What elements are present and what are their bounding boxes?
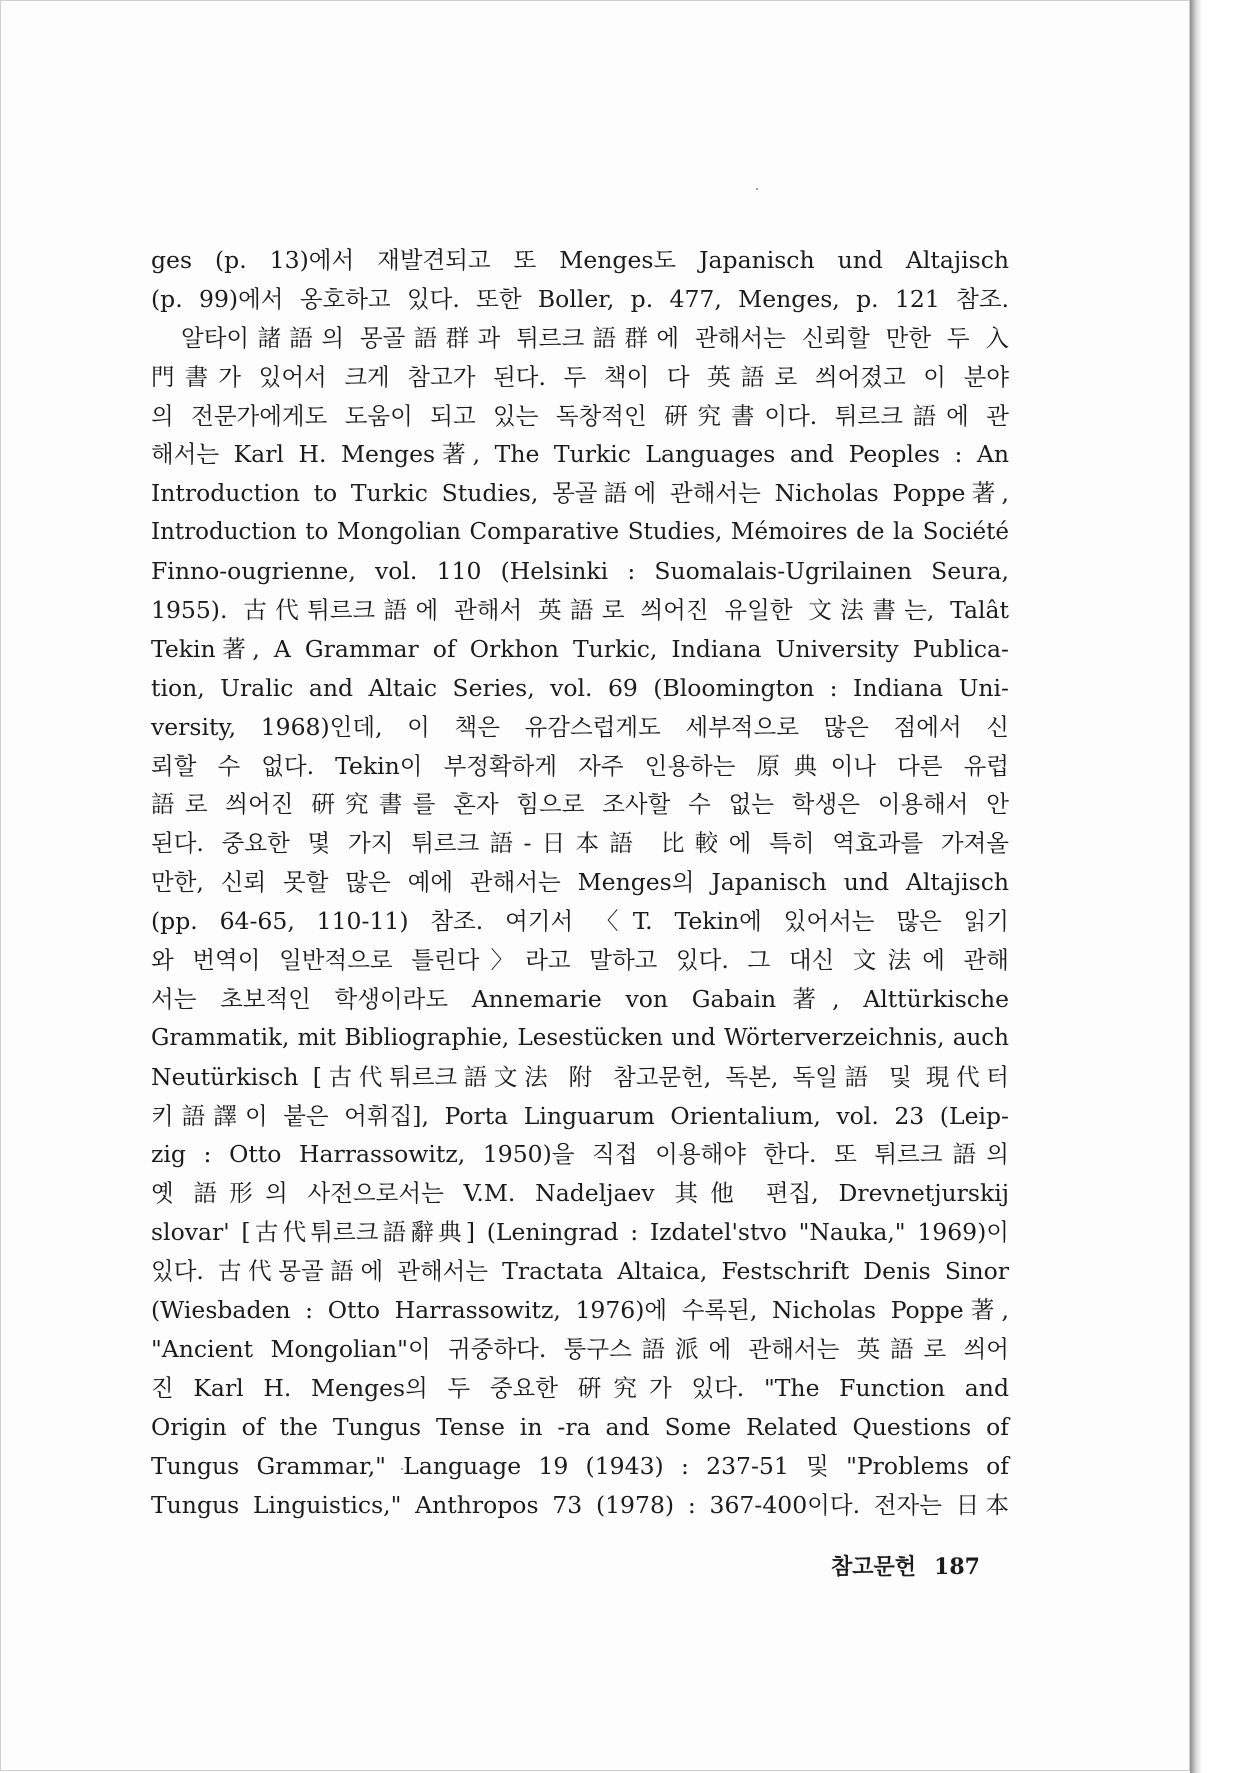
text-line: (p. 99)에서 옹호하고 있다. 또한 Boller, p. 477, Menges, p. 121 참조. <box>151 284 1009 313</box>
text-line: Origin of the Tungus Tense in -ra and Some Related Questions of <box>151 1412 1009 1441</box>
text-line: "Ancient Mongolian"이 귀중하다. 퉁구스語派에 관해서는 英語로 씌어 <box>151 1334 1009 1363</box>
text-line: 알타이諸語의 몽골語群과 튀르크語群에 관해서는 신뢰할 만한 두 入 <box>181 323 1009 352</box>
text-line: 의 전문가에게도 도움이 되고 있는 독창적인 硏究書이다. 튀르크語에 관 <box>151 401 1009 430</box>
text-line: 된다. 중요한 몇 가지 튀르크語-日本語 比較에 특히 역효과를 가져올 <box>151 829 1009 858</box>
text-line: 진 Karl H. Menges의 두 중요한 硏究가 있다. "The Function and <box>151 1373 1009 1402</box>
text-line: (pp. 64-65, 110-11) 참조. 여기서 〈T. Tekin에 있어서는 많은 읽기 <box>151 907 1009 936</box>
body-text <box>151 241 1009 1524</box>
text-line: 서는 초보적인 학생이라도 Annemarie von Gabain著, Alttürkische <box>151 984 1009 1013</box>
scan-speck <box>756 188 758 190</box>
text-line: 있다. 古代몽골語에 관해서는 Tractata Altaica, Festschrift Denis Sinor <box>151 1257 1009 1286</box>
page-footer <box>831 1550 980 1581</box>
running-footer-label: 참고문헌 <box>831 1554 917 1580</box>
text-line: 해서는 Karl H. Menges著, The Turkic Languages and Peoples : An <box>151 440 1009 469</box>
text-line: (Wiesbaden : Otto Harrassowitz, 1976)에 수록된, Nicholas Poppe著, <box>151 1296 1009 1325</box>
text-line: Introduction to Turkic Studies, 몽골語에 관해서는 Nicholas Poppe著, <box>151 479 1009 508</box>
text-line: 와 번역이 일반적으로 틀린다〉라고 말하고 있다. 그 대신 文法에 관해 <box>151 946 1009 975</box>
page-number: 187 <box>934 1554 980 1580</box>
text-line: Grammatik, mit Bibliographie, Lesestücken und Wörterverzeichnis, auch <box>151 1024 1009 1051</box>
text-line: tion, Uralic and Altaic Series, vol. 69 (Bloomington : Indiana Uni- <box>151 673 1009 702</box>
text-line: slovar' [古代튀르크語辭典] (Leningrad : Izdatel'stvo "Nauka," 1969)이 <box>151 1218 1009 1247</box>
text-line: 키語譯이 붙은 어휘집], Porta Linguarum Orientalium, vol. 23 (Leip- <box>151 1101 1009 1130</box>
text-line: Finno-ougrienne, vol. 110 (Helsinki : Suomalais-Ugrilainen Seura, <box>151 557 1009 586</box>
text-line: 만한, 신뢰 못할 많은 예에 관해서는 Menges의 Japanisch und Altajisch <box>151 868 1009 897</box>
text-line: 門書가 있어서 크게 참고가 된다. 두 책이 다 英語로 씌어졌고 이 분야 <box>151 362 1009 391</box>
text-line: Tungus Grammar," Language 19 (1943) : 237-51 및 "Problems of <box>151 1451 1009 1480</box>
text-line: 1955). 古代튀르크語에 관해서 英語로 씌어진 유일한 文法書는, Talât <box>151 596 1009 625</box>
text-line: Introduction to Mongolian Comparative Studies, Mémoires de la Société <box>151 519 1009 546</box>
text-line: 語로 씌어진 硏究書를 혼자 힘으로 조사할 수 없는 학생은 이용해서 안 <box>151 790 1009 819</box>
text-line: Tungus Linguistics," Anthropos 73 (1978) : 367-400이다. 전자는 日本 <box>151 1490 1009 1519</box>
text-line: 뢰할 수 없다. Tekin이 부정확하게 자주 인용하는 原典이나 다른 유럽 <box>151 751 1009 780</box>
text-line: zig : Otto Harrassowitz, 1950)을 직접 이용해야 한다. 또 튀르크語의 <box>151 1140 1009 1169</box>
text-line: 옛 語形의 사전으로서는 V.M. Nadeljaev 其他 편집, Drevnetjurskij <box>151 1179 1009 1208</box>
text-line: ges (p. 13)에서 재발견되고 또 Menges도 Japanisch und Altajisch <box>151 246 1009 274</box>
page-edge-shadow <box>1190 0 1202 1773</box>
text-line: versity, 1968)인데, 이 책은 유감스럽게도 세부적으로 많은 점에서 신 <box>151 712 1009 741</box>
text-line: Tekin著, A Grammar of Orkhon Turkic, Indiana University Publica- <box>151 634 1009 663</box>
text-line: Neutürkisch [古代튀르크語文法 附 참고문헌, 독본, 독일語 및 現代터 <box>151 1062 1009 1091</box>
